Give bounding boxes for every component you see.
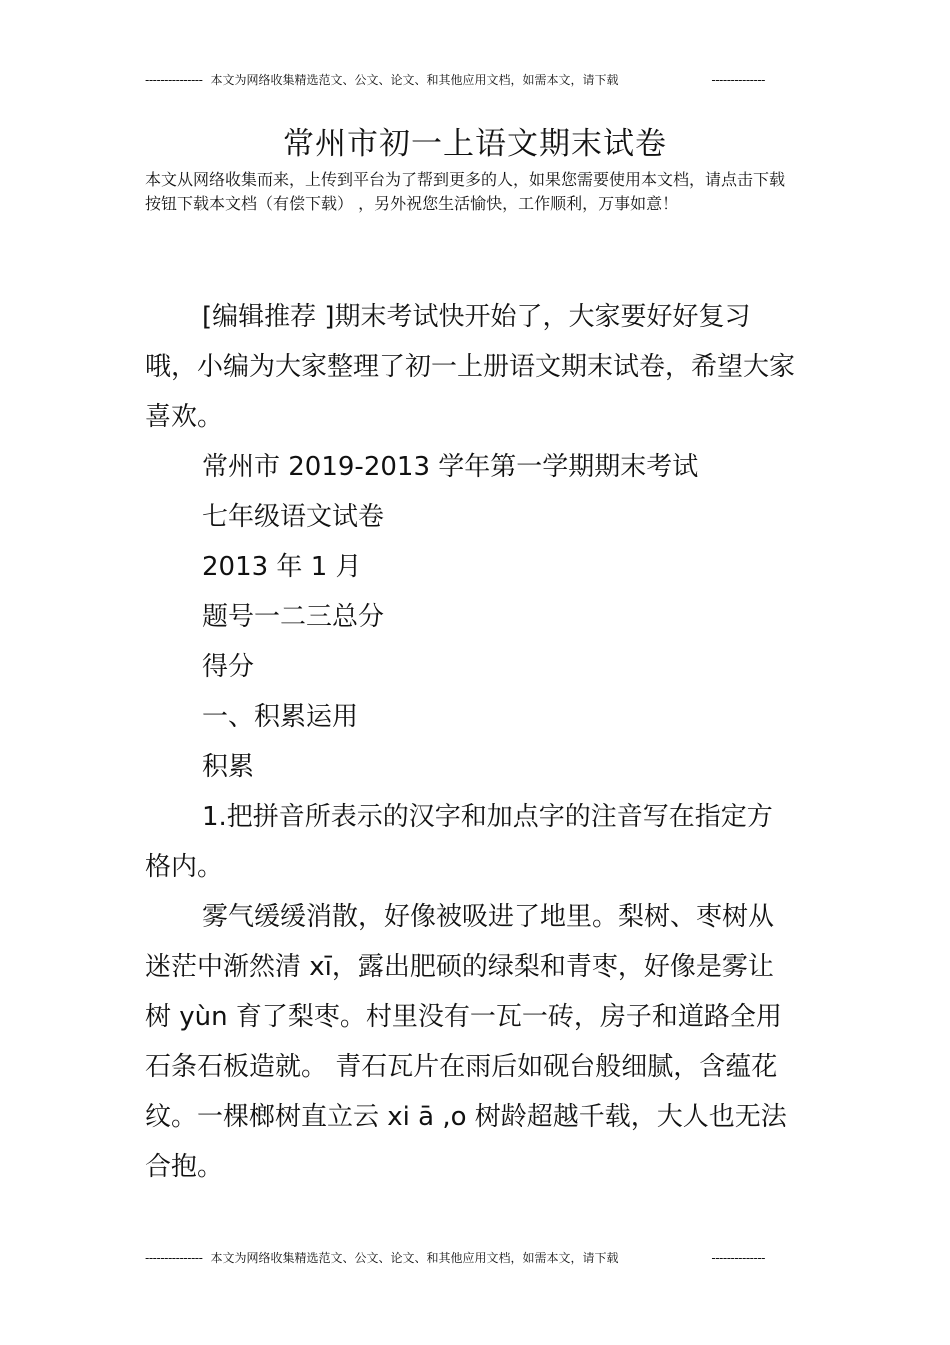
paragraph-date: 2013 年 1 月	[202, 552, 362, 582]
paragraph-section-one: 一、积累运用	[202, 702, 359, 732]
paragraph-score: 得分	[202, 652, 255, 682]
document-body	[145, 292, 795, 1192]
header-left-dashes: ---------------	[145, 73, 203, 87]
paragraph-score-header: 题号一二三总分	[202, 602, 385, 632]
header-banner-text: 本文为网络收集精选范文、公文、论文、和其他应用文档，如需本文，请下载	[210, 73, 619, 87]
paragraph-passage: 雾气缓缓消散，好像被吸进了地里。梨树、枣树从迷茫中渐然清 xī，露出肥硕的绿梨和青枣，好像是雾让树 yùn 育了梨枣。村里没有一瓦一砖，房子和道路全用石条石板造就。 青石瓦片在雨后如砚台般细腻，含蕴花纹。一棵榔树直立云 xi ā ,o 树龄超越千载，大人也无法合抱。	[145, 902, 787, 1182]
paragraph-question-one: 1.把拼音所表示的汉字和加点字的注音写在指定方格内。	[145, 802, 773, 882]
header-banner	[145, 70, 765, 90]
download-note: 本文从网络收集而来，上传到平台为了帮到更多的人，如果您需要使用本文档，请点击下载按钮下载本文档（有偿下载） ，另外祝您生活愉快，工作顺利，万事如意！	[145, 170, 786, 213]
footer-left-dashes: ---------------	[145, 1251, 203, 1265]
footer-banner	[145, 1248, 765, 1268]
paragraph-accumulation: 积累	[202, 752, 255, 782]
paragraph-intro: [编辑推荐 ]期末考试快开始了，大家要好好复习哦，小编为大家整理了初一上册语文期末试卷，希望大家喜欢。	[145, 302, 796, 432]
footer-banner-text: 本文为网络收集精选范文、公文、论文、和其他应用文档，如需本文，请下载	[210, 1251, 619, 1265]
document-title: 常州市初一上语文期末试卷	[283, 126, 667, 162]
paragraph-exam-name: 常州市 2019-2013 学年第一学期期末考试	[202, 452, 699, 482]
footer-right-dashes: --------------	[711, 1251, 765, 1265]
header-right-dashes: --------------	[711, 73, 765, 87]
paragraph-grade: 七年级语文试卷	[202, 502, 385, 532]
